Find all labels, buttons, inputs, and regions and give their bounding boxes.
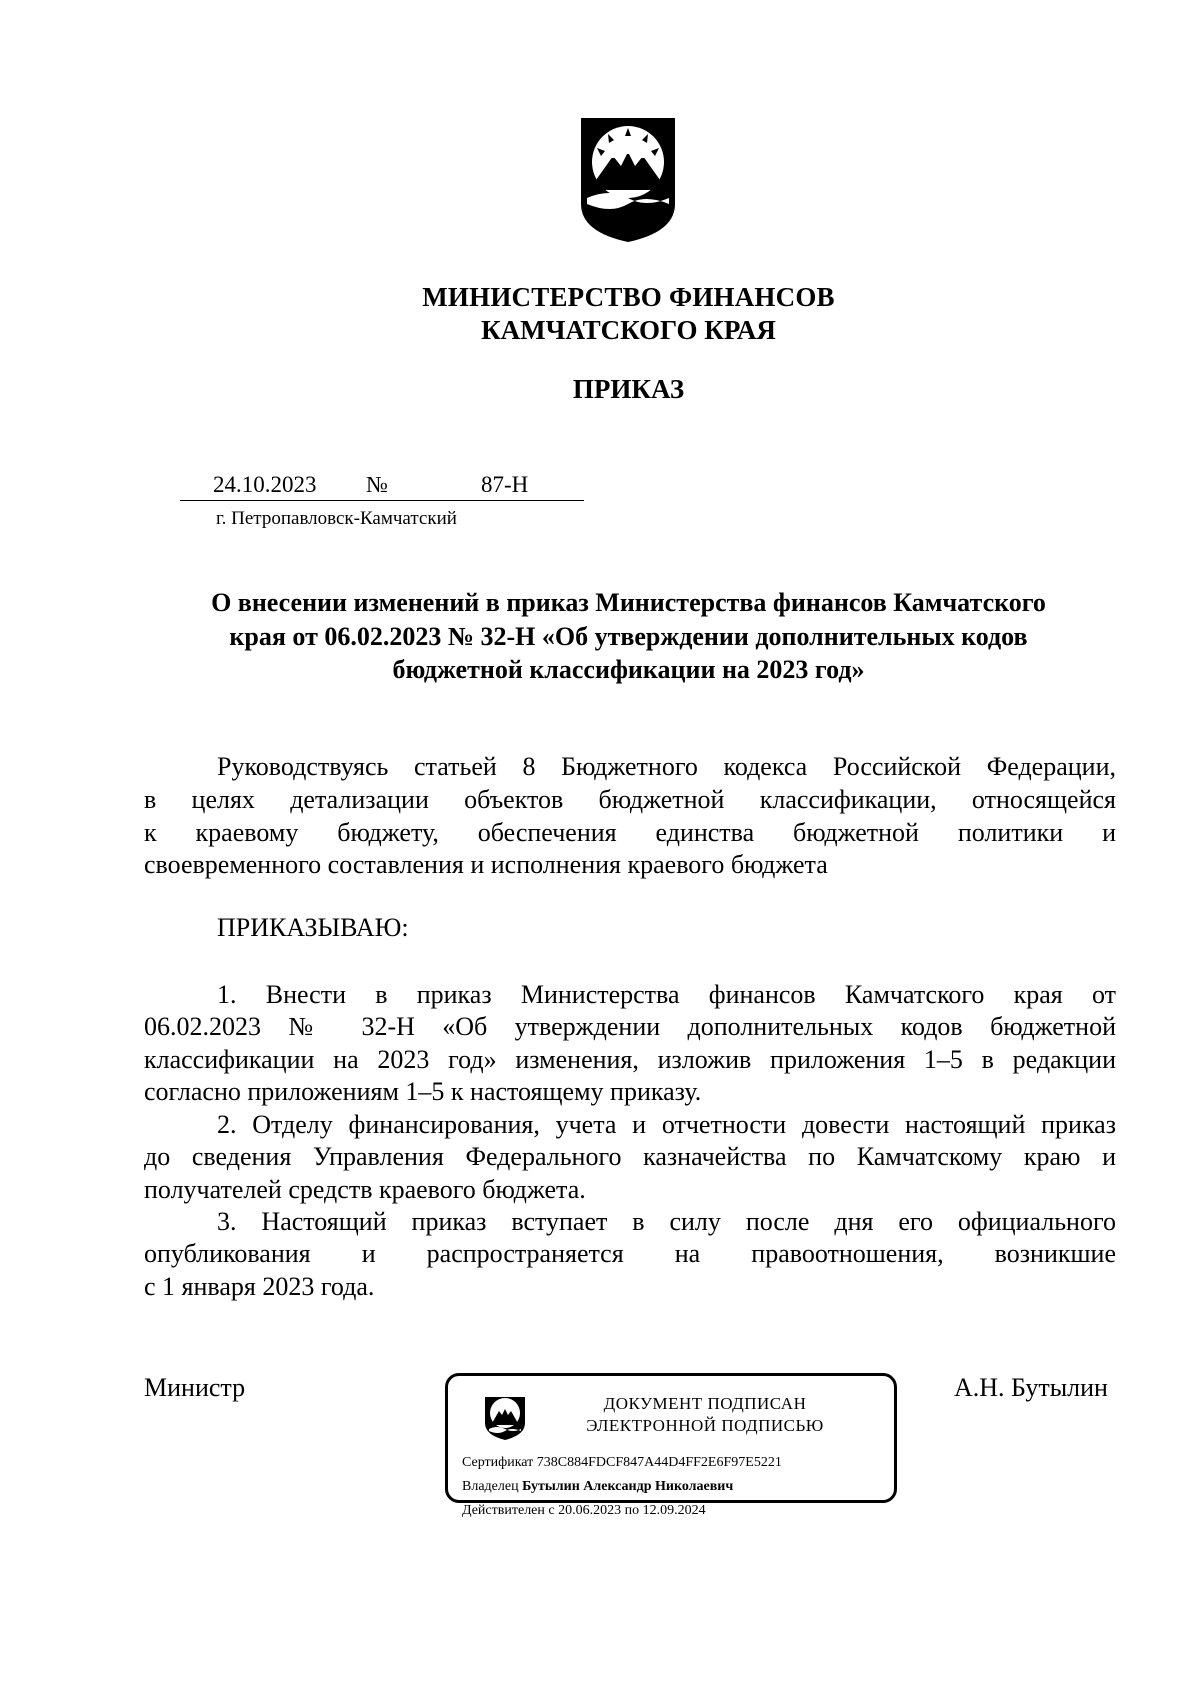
stamp-emblem-icon (482, 1393, 528, 1441)
stamp-owner-label: Владелец (462, 1479, 519, 1494)
stamp-valid-to-label: по (624, 1503, 640, 1518)
signer-name: А.Н. Бутылин (954, 1373, 1108, 1402)
item-2-line: до сведения Управления Федерального казначейства по Камчатскому краю и (144, 1142, 1116, 1171)
number-sign: № (366, 472, 388, 497)
stamp-heading: ЭЛЕКТРОННОЙ ПОДПИСЬЮ (586, 1416, 824, 1435)
document-type: ПРИКАЗ (572, 374, 685, 404)
stamp-cert-label: Сертификат (462, 1455, 534, 1470)
signer-role: Министр (144, 1373, 246, 1402)
document-title-line: О внесении изменений в приказ Министерства финансов Камчатского (211, 588, 1046, 617)
basis-paragraph-line: к краевому бюджету, обеспечения единства бюджетной политики и (144, 818, 1116, 847)
item-1-line: 1. Внести в приказ Министерства финансов Камчатского края от (217, 980, 1116, 1009)
document-title-line: бюджетной классификации на 2023 год» (392, 655, 865, 684)
basis-paragraph-line: в целях детализации объектов бюджетной классификации, относящейся (144, 785, 1116, 814)
item-1-line: 06.02.2023 № 32-Н «Об утверждении дополнительных кодов бюджетной (144, 1012, 1116, 1041)
document-title-line: края от 06.02.2023 № 32-Н «Об утверждении дополнительных кодов (229, 622, 1028, 651)
stamp-certificate-row (462, 1455, 782, 1471)
basis-paragraph-line: своевременного составления и исполнения краевого бюджета (144, 850, 828, 879)
basis-paragraph-line: Руководствуясь статьей 8 Бюджетного кодекса Российской Федерации, (217, 752, 1116, 781)
org-name-line-2: КАМЧАТСКОГО КРАЯ (481, 315, 776, 345)
org-name-line-1: МИНИСТЕРСТВО ФИНАНСОВ (422, 282, 835, 312)
details-underline (180, 500, 584, 501)
stamp-heading: ДОКУМЕНТ ПОДПИСАН (603, 1394, 807, 1413)
document-date: 24.10.2023 (213, 472, 317, 497)
stamp-validity-row (462, 1503, 706, 1519)
order-word: ПРИКАЗЫВАЮ: (217, 913, 409, 942)
item-1-line: согласно приложениям 1–5 к настоящему приказу. (144, 1077, 702, 1106)
item-1-line: классификации на 2023 год» изменения, изложив приложения 1–5 в редакции (144, 1045, 1116, 1074)
document-number: 87-Н (481, 472, 529, 497)
stamp-owner-value: Бутылин Александр Николаевич (522, 1479, 734, 1494)
document-city: г. Петропавловск-Камчатский (216, 508, 457, 529)
stamp-cert-value: 738C884FDCF847A44D4FF2E6F97E5221 (536, 1455, 782, 1470)
stamp-owner-row (462, 1479, 733, 1495)
stamp-valid-to: 12.09.2024 (642, 1503, 706, 1518)
kamchatka-coat-of-arms-icon (575, 112, 681, 244)
item-3-line: 3. Настоящий приказ вступает в силу после дня его официального (217, 1207, 1116, 1236)
stamp-valid-label: Действителен (462, 1503, 545, 1518)
item-2-line: 2. Отделу финансирования, учета и отчетности довести настоящий приказ (217, 1110, 1116, 1139)
item-3-line: опубликования и распространяется на правоотношения, возникшие (144, 1239, 1116, 1268)
item-3-line: с 1 января 2023 года. (144, 1272, 375, 1301)
item-2-line: получателей средств краевого бюджета. (144, 1175, 586, 1204)
stamp-valid-from: 20.06.2023 (558, 1503, 622, 1518)
stamp-valid-from-label: с (548, 1503, 555, 1518)
